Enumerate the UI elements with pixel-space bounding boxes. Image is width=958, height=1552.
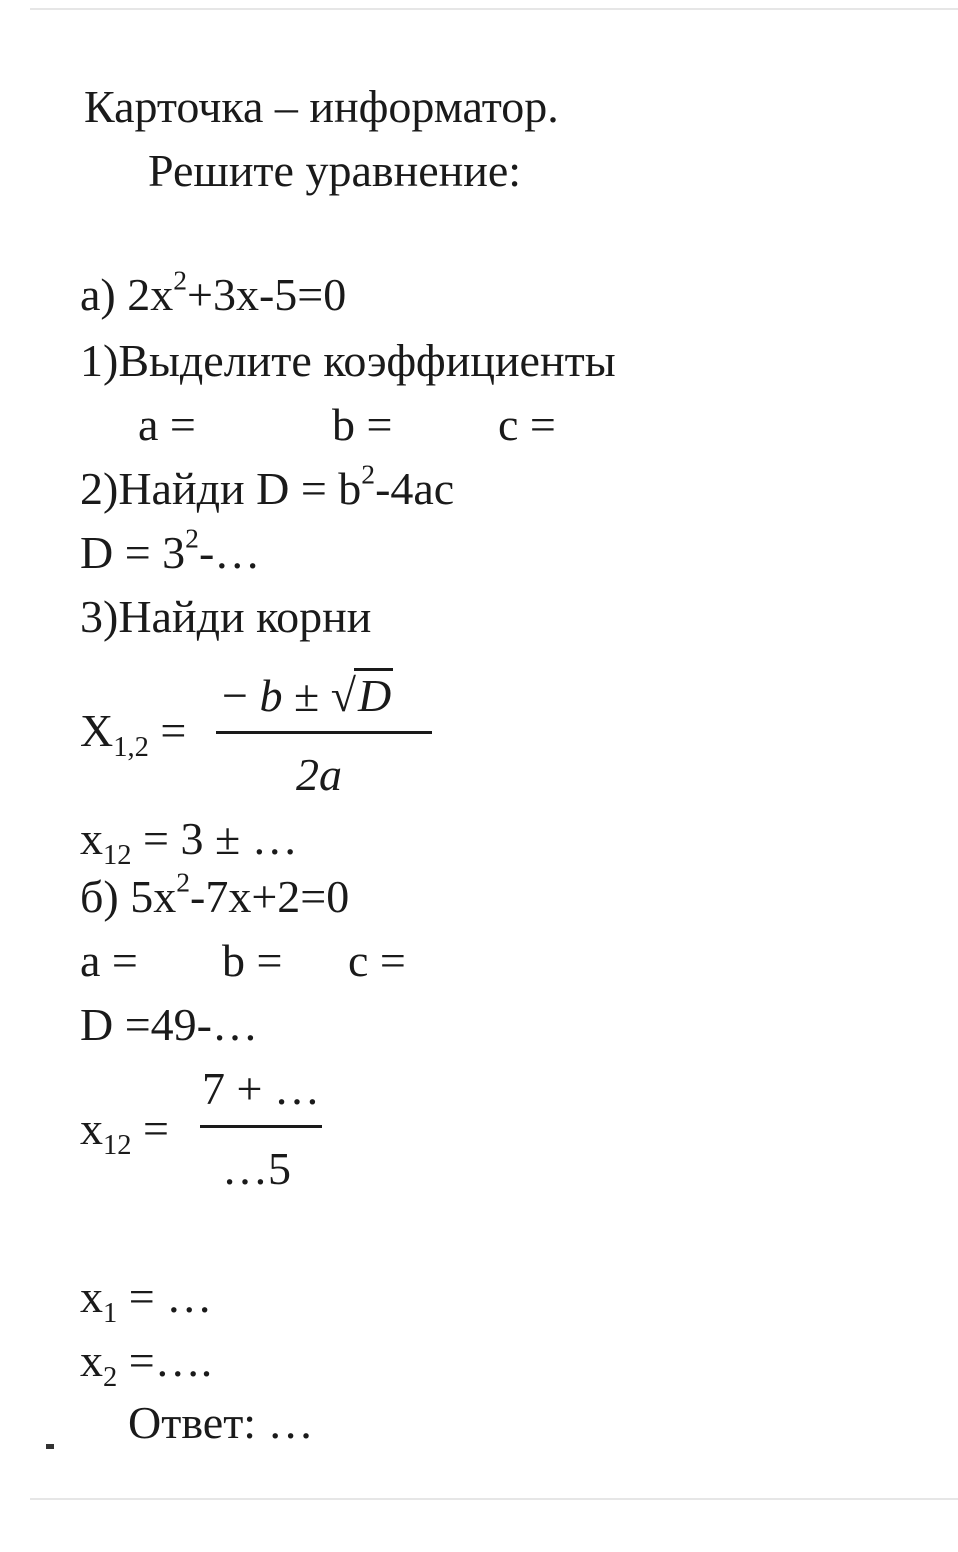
answer-label: Ответ: … (128, 1397, 314, 1448)
coef-c-label: c = (498, 399, 556, 450)
fraction-lhs: $x_{12}$ = (80, 1103, 169, 1161)
discriminant-value-a: $D = 3^2-\dots$ (80, 522, 261, 578)
stray-mark (46, 1444, 54, 1449)
formula-numerator: − b ± √D (222, 670, 392, 721)
bottom-divider (30, 1498, 958, 1500)
coef-a-label: a = (138, 399, 196, 450)
coef-b-label: b = (222, 935, 283, 986)
step-2-discriminant: 2)Найди $D = b^2-4ac$ (80, 458, 455, 514)
card-title: Карточка – информатор. (84, 81, 559, 132)
coef-b-label: b = (332, 399, 393, 450)
fraction-bar (200, 1125, 322, 1128)
formula-fraction-bar (216, 731, 432, 734)
step-3-label: 3)Найди корни (80, 591, 372, 642)
coefficients-row-b (0, 935, 958, 988)
equation-a: а) $2x^2+3x-5=0$ (80, 264, 347, 320)
formula-denominator: 2a (296, 749, 342, 800)
formula-lhs: $X_{1,2}$ = (80, 705, 187, 763)
coef-a-label: a = (80, 935, 138, 986)
root-x2: $x_2$ =…. (80, 1335, 213, 1393)
coef-c-label: c = (348, 935, 406, 986)
step-1-label: 1)Выделите коэффициенты (80, 335, 616, 386)
roots-expression-a: $x_{12} = 3$ ± … (80, 813, 298, 871)
fraction-denominator: …5 (222, 1143, 291, 1194)
discriminant-value-b: D =49-… (80, 999, 258, 1050)
coefficients-row-a (0, 399, 958, 452)
top-divider (30, 8, 958, 10)
fraction-numerator: 7 + … (202, 1063, 320, 1114)
equation-b: б) $5x^2-7x+2=0$ (80, 866, 350, 922)
card-subtitle: Решите уравнение: (148, 145, 522, 196)
root-x1: $x_1$ = … (80, 1271, 213, 1329)
